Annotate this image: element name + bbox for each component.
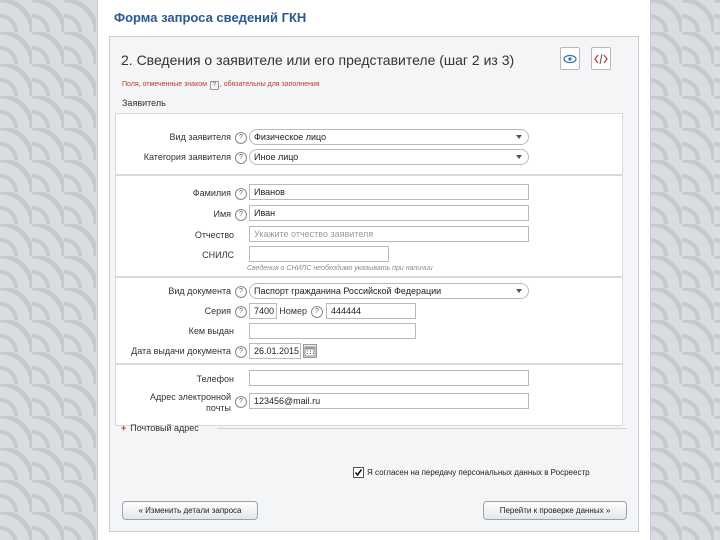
first-name-label: Имя [213,209,231,219]
applicant-name-group [115,175,623,277]
postal-address-label: Почтовый адрес [130,423,199,433]
help-icon[interactable]: ? [235,306,247,318]
surname-field[interactable]: Иванов [249,184,529,200]
patronymic-label: Отчество [194,230,234,240]
form-panel [109,36,639,532]
applicant-category-select[interactable] [249,149,529,165]
help-icon[interactable]: ? [235,286,247,298]
email-label [106,392,231,414]
help-icon[interactable]: ? [311,306,323,318]
help-icon: ? [210,81,219,90]
help-icon[interactable]: ? [235,346,247,358]
help-icon[interactable]: ? [235,396,247,408]
first-name-field[interactable]: Иван [249,205,529,221]
form-page [97,0,651,540]
series-label: Серия [204,306,231,316]
doc-type-label: Вид документа [168,286,231,296]
consent-checkbox-row[interactable] [353,467,590,478]
divider [217,428,627,429]
issue-date-field[interactable]: 26.01.2015 [249,343,301,359]
phone-label: Телефон [196,374,234,384]
postal-address-toggle[interactable] [121,423,199,433]
check-data-button[interactable]: Перейти к проверке данных » [483,501,627,520]
chevron-down-icon [516,289,522,293]
snils-hint: Сведения о СНИЛС необходимо указывать при наличии [247,265,433,272]
help-icon[interactable]: ? [235,188,247,200]
applicant-category-label: Категория заявителя [143,152,231,162]
patronymic-field[interactable]: Укажите отчество заявителя [249,226,529,242]
series-field[interactable]: 7400 [249,303,277,319]
expand-plus-icon: + [121,423,127,433]
applicant-type-select[interactable] [249,129,529,145]
surname-label: Фамилия [192,188,231,198]
applicant-type-group [115,113,623,175]
page-title: Форма запроса сведений ГКН [114,10,307,25]
chevron-down-icon [516,135,522,139]
applicant-type-value: Физическое лицо [254,132,327,142]
calendar-icon[interactable] [303,344,317,358]
doc-type-value: Паспорт гражданина Российской Федерации [254,286,442,296]
step-title: 2. Сведения о заявителе или его представителе (шаг 2 из 3) [121,52,515,68]
issued-by-label: Кем выдан [188,326,234,336]
required-note-text-end: , обязательны для заполнения [219,81,320,88]
checkmark-icon [354,468,363,477]
xml-code-icon[interactable] [591,47,611,70]
background-pattern-left [0,0,96,540]
required-fields-note [122,81,320,90]
snils-label: СНИЛС [202,250,234,260]
applicant-type-label: Вид заявителя [169,132,231,142]
help-icon[interactable]: ? [235,132,247,144]
phone-field[interactable] [249,370,529,386]
email-field[interactable]: 123456@mail.ru [249,393,529,409]
applicant-section-title: Заявитель [122,98,166,108]
applicant-category-value: Иное лицо [254,152,299,162]
issued-by-field[interactable] [249,323,416,339]
consent-checkbox[interactable] [353,467,364,478]
help-icon[interactable]: ? [235,152,247,164]
number-label: Номер [279,306,307,316]
help-icon[interactable]: ? [235,209,247,221]
snils-field[interactable] [249,246,389,262]
eye-document-icon[interactable] [560,47,580,70]
email-label-line1: Адрес электронной [149,392,231,402]
consent-label: Я согласен на передачу персональных данных в Росреестр [367,468,590,477]
document-group [115,277,623,364]
required-note-text: Поля, отмеченные знаком [122,81,207,88]
doc-type-select[interactable] [249,283,529,299]
number-field[interactable]: 444444 [326,303,416,319]
email-label-line2: почты [206,403,231,413]
issue-date-label: Дата выдачи документа [131,346,231,356]
edit-request-button[interactable]: « Изменить детали запроса [122,501,258,520]
background-pattern-right [650,0,720,540]
chevron-down-icon [516,155,522,159]
contacts-group [115,364,623,426]
